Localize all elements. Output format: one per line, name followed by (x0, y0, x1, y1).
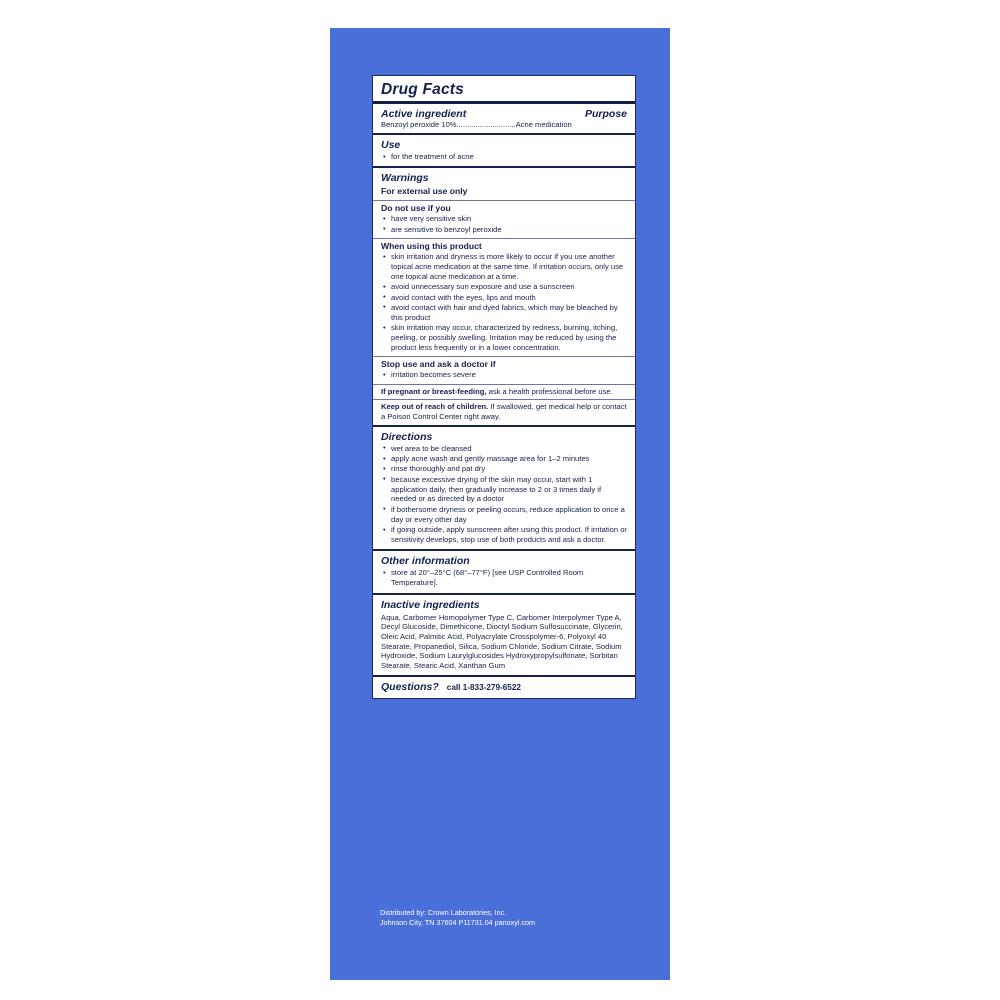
distributor-line-2: Johnson City, TN 37604 P11731.04 panoxyl.com (380, 917, 536, 927)
questions-section (373, 677, 635, 698)
do-not-use-heading: Do not use if you (381, 203, 451, 214)
list-item: • rinse thoroughly and pat dry (390, 464, 627, 474)
distributor-line-1: Distributed by: Crown Laboratories, Inc. (380, 908, 507, 917)
pregnancy-warning-section (373, 385, 635, 401)
active-ingredient-section (373, 104, 635, 135)
drug-facts-label (372, 75, 636, 699)
stop-use-heading: Stop use and ask a doctor if (381, 359, 496, 370)
drug-facts-title: Drug Facts (373, 76, 635, 104)
other-information-section (373, 551, 635, 594)
warnings-heading: Warnings (381, 172, 429, 185)
stop-use-list (381, 370, 627, 380)
purpose-heading: Purpose (584, 108, 627, 120)
use-heading: Use (381, 139, 401, 151)
product-package-panel (330, 28, 670, 980)
when-using-heading: When using this product (381, 241, 482, 252)
pregnancy-warning-bold: If pregnant or breast-feeding, (381, 386, 487, 396)
use-section (373, 135, 635, 168)
other-information-list (381, 568, 627, 588)
external-use-text: For external use only (381, 186, 468, 197)
list-item: • avoid unnecessary sun exposure and use a sunscreen (390, 282, 627, 292)
keep-out-rest: If swallowed, get medical help or contact a Poison Control Center right away. (381, 402, 627, 421)
list-item: • avoid contact with hair and dyed fabrics, which may be bleached by this product (390, 303, 627, 323)
questions-heading: Questions? (381, 680, 439, 693)
questions-phone: call 1-833-279-6522 (446, 682, 521, 692)
active-ingredient-heading: Active ingredient (381, 108, 467, 120)
active-ingredient-header-row (381, 108, 627, 120)
list-item: • skin irritation may occur, characterized by redness, burning, itching, peeling, or possibly swelling. Irritation may be reduced by using the product less frequently or in a lower concentration. (390, 323, 627, 353)
list-item: • irritation becomes severe (390, 370, 627, 380)
warnings-section (373, 168, 635, 201)
active-ingredient-line: Benzoyl peroxide 10%............................Acne medication (381, 120, 572, 129)
list-item: • skin irritation and dryness is more likely to occur if you use another topical acne medication at the same time. If irritation occurs, only use one topical acne medication at a time. (390, 252, 627, 282)
list-item: • if going outside, apply sunscreen after using this product. If irritation or sensitivity develops, stop use of both products and ask a doctor. (390, 525, 627, 545)
keep-out-of-reach-section (373, 400, 635, 426)
list-item: • are sensitive to benzoyl peroxide (390, 225, 627, 235)
inactive-ingredients-section (373, 595, 635, 677)
pregnancy-warning-text (381, 387, 627, 397)
when-using-section (373, 239, 635, 357)
keep-out-bold: Keep out of reach of children. (381, 402, 489, 412)
distributor-info (380, 908, 640, 927)
other-information-heading: Other information (381, 555, 470, 568)
directions-list (381, 444, 627, 545)
directions-heading: Directions (381, 430, 433, 443)
use-list (381, 152, 627, 162)
keep-out-of-reach-text (381, 402, 627, 421)
list-item: • store at 20°–25°C (68°–77°F) [see USP Controlled Room Temperature]. (390, 568, 627, 588)
inactive-ingredients-text: Aqua, Carbomer Homopolymer Type C, Carbomer Interpolymer Type A, Decyl Glucoside, Dimethicone, Dioctyl Sodium Sulfosuccinate, Glycerin, Oleic Acid, Palmitic Acid, Polyacrylate Crosspolymer-6, Polyoxyl 40 Stearate, Propanediol, Silica, Sodium Chloride, Sodium Citrate, Sodium Hydroxide, Sodium Laurylglucosides Hydroxypropylsulfonate, Sorbitan Stearate, Stearic Acid, Xanthan Gum (381, 612, 623, 671)
list-item: • wet area to be cleansed (390, 444, 627, 454)
stop-use-section (373, 357, 635, 384)
list-item: • for the treatment of acne (390, 152, 627, 162)
list-item: • because excessive drying of the skin may occur, start with 1 application daily, then gradually increase to 2 or 3 times daily if needed or as directed by a doctor (390, 475, 627, 505)
list-item: • apply acne wash and gently massage area for 1–2 minutes (390, 454, 627, 464)
inactive-ingredients-heading: Inactive ingredients (381, 598, 480, 611)
do-not-use-section (373, 201, 635, 239)
do-not-use-list (381, 214, 627, 234)
directions-section (373, 427, 635, 552)
list-item: • have very sensitive skin (390, 214, 627, 224)
when-using-list (381, 252, 627, 353)
pregnancy-warning-rest: ask a health professional before use. (486, 386, 613, 396)
list-item: • if bothersome dryness or peeling occurs, reduce application to once a day or every other day (390, 505, 627, 525)
list-item: • avoid contact with the eyes, lips and mouth (390, 293, 627, 303)
